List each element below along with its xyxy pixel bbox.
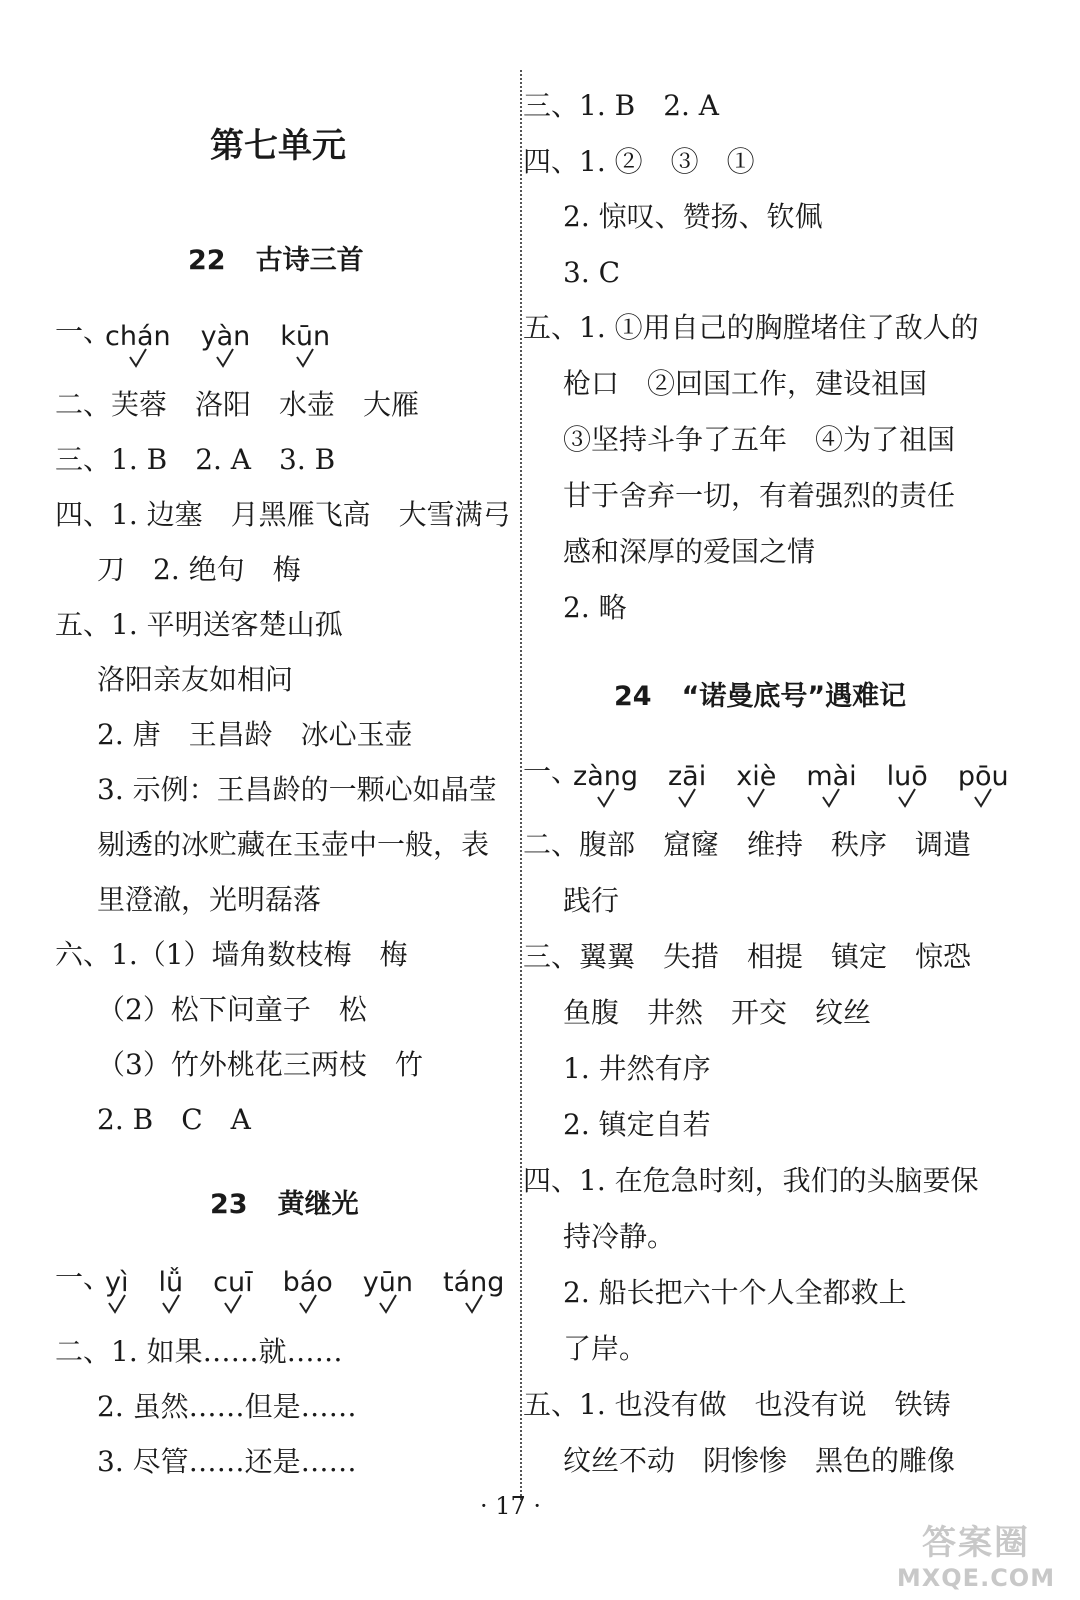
pinyin-item: luō <box>887 761 928 792</box>
pinyin-row-23 <box>55 1258 534 1298</box>
pinyin-item: táng <box>443 1267 504 1298</box>
page-number: · 17 · <box>480 1492 542 1520</box>
pinyin-row-22 <box>55 312 360 352</box>
answer-line: 枪口 ②回国工作，建设祖国 <box>563 367 928 400</box>
pinyin-item: pōu <box>958 761 1009 792</box>
answer-line: 1. 井然有序 <box>563 1052 711 1085</box>
answer-line: 2. 惊叹、赞扬、钦佩 <box>563 200 823 233</box>
answer-line: 2. 略 <box>563 591 627 624</box>
check-mark-icon <box>378 1291 398 1313</box>
answer-line: 四、1. ② ③ ① <box>523 145 755 178</box>
answer-line: 五、1. 也没有做 也没有说 铁铸 <box>523 1388 951 1421</box>
answer-line: 感和深厚的爱国之情 <box>563 535 816 568</box>
pinyin-item: xiè <box>736 761 776 792</box>
answer-line: 3. 尽管……还是…… <box>97 1445 357 1478</box>
check-mark-icon <box>897 785 917 807</box>
answer-line: 洛阳亲友如相问 <box>97 663 294 696</box>
answer-line: 刀 2. 绝句 梅 <box>97 553 301 586</box>
site-watermark <box>886 1515 1066 1592</box>
answer-line: 二、1. 如果……就…… <box>55 1335 343 1368</box>
pinyin-item: lǚ <box>159 1267 184 1298</box>
answer-line: 了岸。 <box>563 1332 648 1365</box>
answer-line: 五、1. ①用自己的胸膛堵住了敌人的 <box>523 311 979 344</box>
section-number: 23 <box>210 1189 248 1220</box>
check-mark-icon <box>746 785 766 807</box>
answer-line: 2. 镇定自若 <box>563 1108 711 1141</box>
pinyin-row-24 <box>523 752 1039 792</box>
unit-title: 第七单元 <box>210 126 346 166</box>
watermark-logo-text: 答案圈 <box>922 1523 1030 1563</box>
section-number: 24 <box>614 681 652 712</box>
check-mark-icon <box>596 785 616 807</box>
answer-line: 2. 虽然……但是…… <box>97 1390 357 1423</box>
pinyin-item: mài <box>806 761 856 792</box>
answer-line: 二、腹部 窟窿 维持 秩序 调遣 <box>523 828 972 861</box>
answer-line: 六、1.（1）墙角数枝梅 梅 <box>55 938 408 971</box>
check-mark-icon <box>464 1291 484 1313</box>
check-mark-icon <box>677 785 697 807</box>
answer-line: （3）竹外桃花三两枝 竹 <box>97 1048 423 1081</box>
answer-line: 四、1. 边塞 月黑雁飞高 大雪满弓 <box>55 498 511 531</box>
check-mark-icon <box>128 345 148 367</box>
answer-line: 三、1. B 2. A <box>523 89 720 122</box>
pinyin-item: báo <box>283 1267 333 1298</box>
section-title: 古诗三首 <box>255 245 364 276</box>
answer-line: 三、翼翼 失措 相提 镇定 惊恐 <box>523 940 972 973</box>
check-mark-icon <box>295 345 315 367</box>
pinyin-item: zāi <box>668 761 706 792</box>
answer-line: 剔透的冰贮藏在玉壶中一般，表 <box>97 828 490 861</box>
answer-line: 二、芙蓉 洛阳 水壶 大雁 <box>55 388 420 421</box>
answer-line: 践行 <box>563 884 620 917</box>
section-22-heading <box>188 238 364 277</box>
check-mark-icon <box>223 1291 243 1313</box>
answer-line: 三、1. B 2. A 3. B <box>55 443 336 476</box>
answer-line: （2）松下问童子 松 <box>97 993 367 1026</box>
pinyin-item: kūn <box>280 321 330 352</box>
check-mark-icon <box>973 785 993 807</box>
check-mark-icon <box>821 785 841 807</box>
answer-line: 3. 示例：王昌龄的一颗心如晶莹 <box>97 773 497 806</box>
section-title: “诺曼底号”遇难记 <box>681 681 907 712</box>
pinyin-item: cuī <box>213 1267 252 1298</box>
answer-line: 鱼腹 井然 开交 纹丝 <box>563 996 872 1029</box>
check-mark-icon <box>161 1291 181 1313</box>
watermark-url: MXQE.COM <box>896 1564 1056 1592</box>
list-marker: 一、 <box>55 1261 112 1294</box>
answer-line: 里澄澈，光明磊落 <box>97 883 322 916</box>
pinyin-item: yūn <box>363 1267 413 1298</box>
section-23-heading <box>210 1182 359 1221</box>
pinyin-item: chán <box>105 321 171 352</box>
answer-line: 2. B C A <box>97 1103 251 1136</box>
pinyin-item: yì <box>105 1267 128 1298</box>
check-mark-icon <box>215 345 235 367</box>
answer-line: 甘于舍弃一切，有着强烈的责任 <box>563 479 956 512</box>
answer-line: 持冷静。 <box>563 1220 676 1253</box>
answer-line: 纹丝不动 阴惨惨 黑色的雕像 <box>563 1444 956 1477</box>
answer-line: 五、1. 平明送客楚山孤 <box>55 608 343 641</box>
answer-line: 2. 唐 王昌龄 冰心玉壶 <box>97 718 413 751</box>
section-title: 黄继光 <box>277 1189 359 1220</box>
answer-line: 3. C <box>563 256 621 289</box>
answer-line: 四、1. 在危急时刻，我们的头脑要保 <box>523 1164 979 1197</box>
check-mark-icon <box>298 1291 318 1313</box>
answer-line: ③坚持斗争了五年 ④为了祖国 <box>563 423 956 456</box>
list-marker: 一、 <box>55 315 112 348</box>
pinyin-item: zàng <box>573 761 638 792</box>
check-mark-icon <box>107 1291 127 1313</box>
section-number: 22 <box>188 245 226 276</box>
section-24-heading <box>614 674 906 713</box>
pinyin-item: yàn <box>201 321 251 352</box>
list-marker: 一、 <box>523 755 580 788</box>
answer-line: 2. 船长把六十个人全都救上 <box>563 1276 907 1309</box>
